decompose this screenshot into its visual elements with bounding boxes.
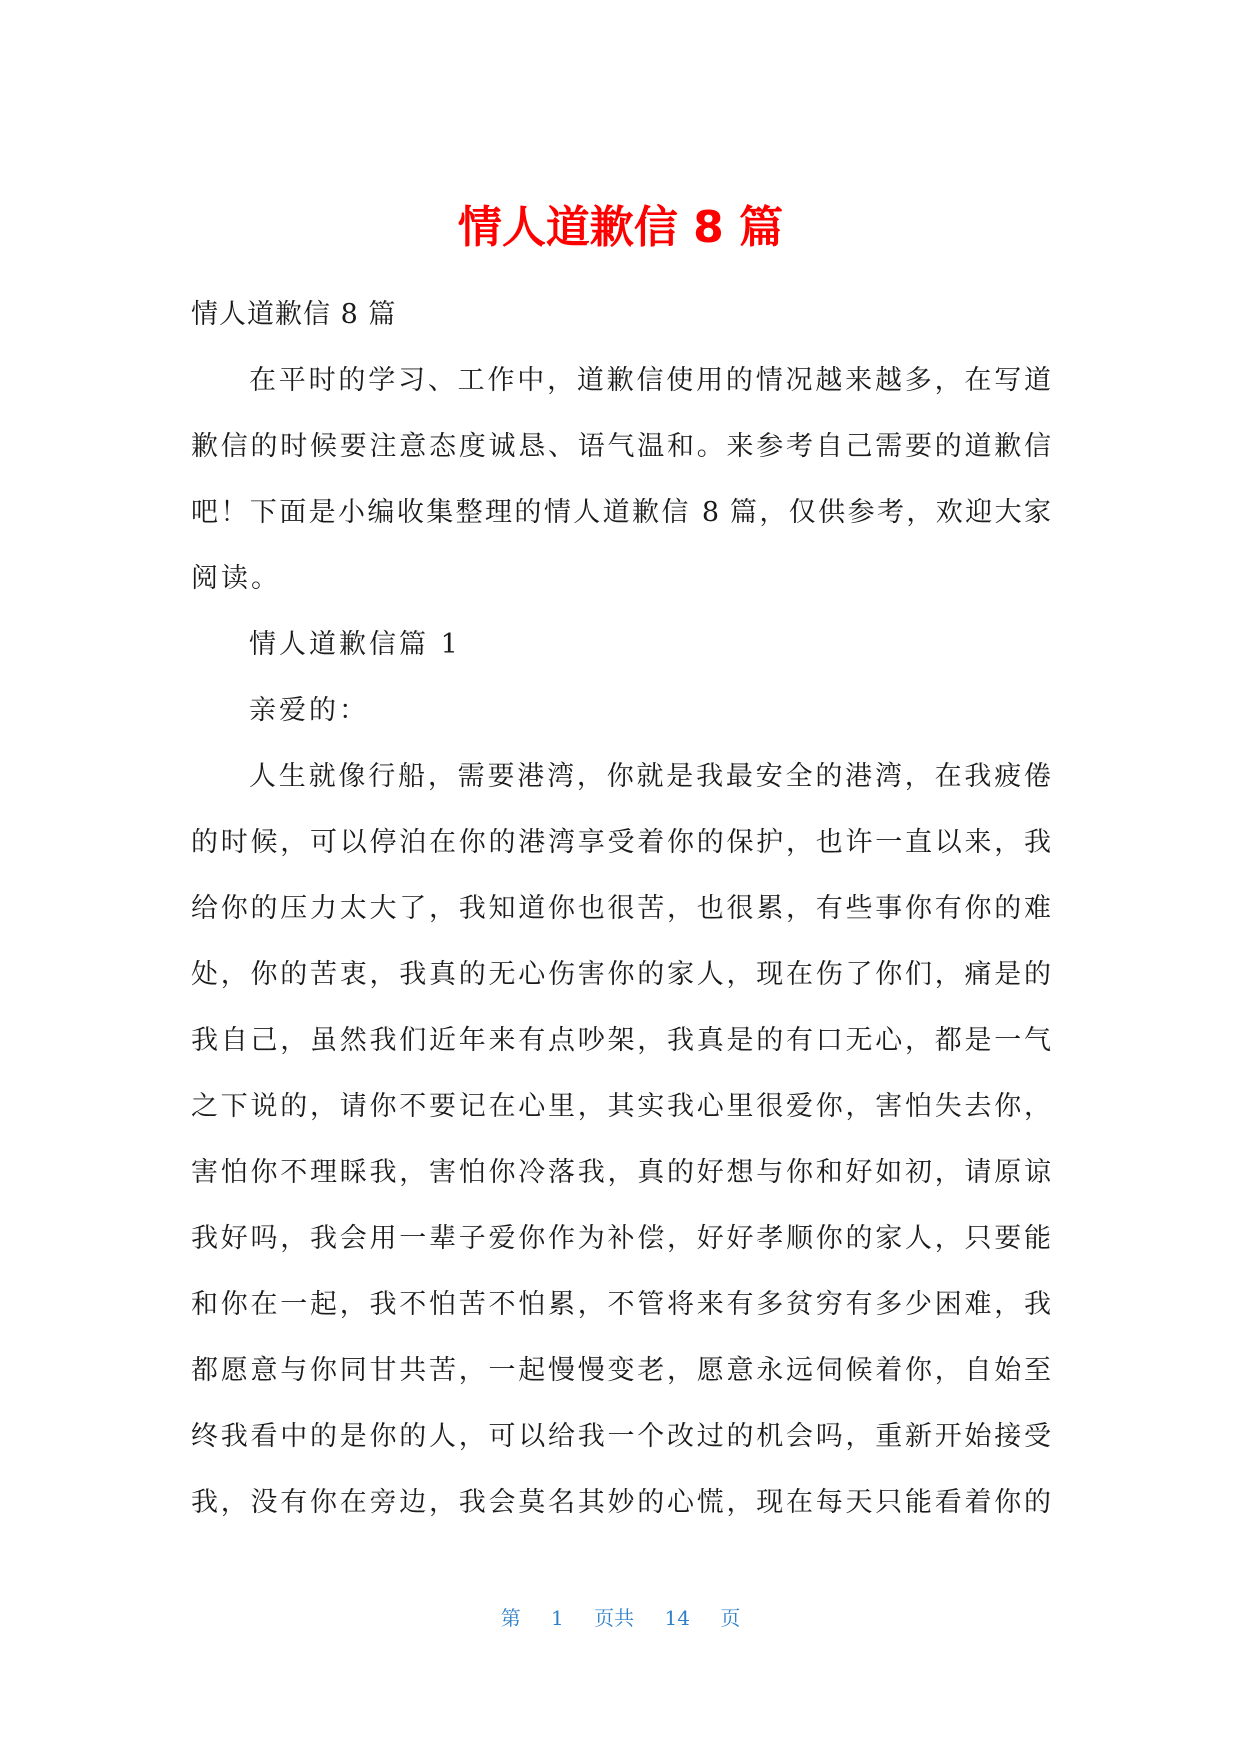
letter-line: 之下说的，请你不要记在心里，其实我心里很爱你，害怕失去你， <box>191 1091 1051 1122</box>
letter-line: 我好吗，我会用一辈子爱你作为补偿，好好孝顺你的家人，只要能 <box>191 1223 1051 1254</box>
intro-line: 歉信的时候要注意态度诚恳、语气温和。来参考自己需要的道歉信 <box>191 431 1051 462</box>
letter-salutation: 亲爱的： <box>249 695 369 726</box>
section-heading: 情人道歉信篇 1 <box>249 629 461 660</box>
footer-end-label: 页 <box>720 1606 741 1630</box>
letter-line: 害怕你不理睬我，害怕你冷落我，真的好想与你和好如初，请原谅 <box>191 1157 1051 1188</box>
document-title: 情人道歉信 8 篇 <box>457 202 784 253</box>
letter-line: 人生就像行船，需要港湾，你就是我最安全的港湾，在我疲倦 <box>249 761 1051 792</box>
footer-total-pages: 14 <box>664 1606 690 1630</box>
letter-line: 我，没有你在旁边，我会莫名其妙的心慌，现在每天只能看着你的 <box>191 1487 1051 1518</box>
footer-page-label: 第 <box>500 1606 521 1630</box>
letter-line: 给你的压力太大了，我知道你也很苦，也很累，有些事你有你的难 <box>191 893 1051 924</box>
letter-line: 终我看中的是你的人，可以给我一个改过的机会吗，重新开始接受 <box>191 1421 1051 1452</box>
letter-line: 都愿意与你同甘共苦，一起慢慢变老，愿意永远伺候着你，自始至 <box>191 1355 1051 1386</box>
letter-line: 处，你的苦衷，我真的无心伤害你的家人，现在伤了你们，痛是的 <box>191 959 1051 990</box>
document-body <box>191 282 1051 1536</box>
intro-line: 在平时的学习、工作中，道歉信使用的情况越来越多，在写道 <box>249 365 1051 396</box>
letter-line: 和你在一起，我不怕苦不怕累，不管将来有多贫穷有多少困难，我 <box>191 1289 1051 1320</box>
intro-line: 吧！下面是小编收集整理的情人道歉信 8 篇，仅供参考，欢迎大家 <box>191 497 1051 528</box>
document-subtitle: 情人道歉信 8 篇 <box>191 299 397 330</box>
footer-current-page: 1 <box>551 1606 564 1630</box>
intro-line: 阅读。 <box>191 563 281 594</box>
letter-line: 我自己，虽然我们近年来有点吵架，我真是的有口无心，都是一气 <box>191 1025 1051 1056</box>
page-footer <box>0 1604 1241 1632</box>
footer-of-label: 页共 <box>594 1606 635 1630</box>
letter-line: 的时候，可以停泊在你的港湾享受着你的保护，也许一直以来，我 <box>191 827 1051 858</box>
